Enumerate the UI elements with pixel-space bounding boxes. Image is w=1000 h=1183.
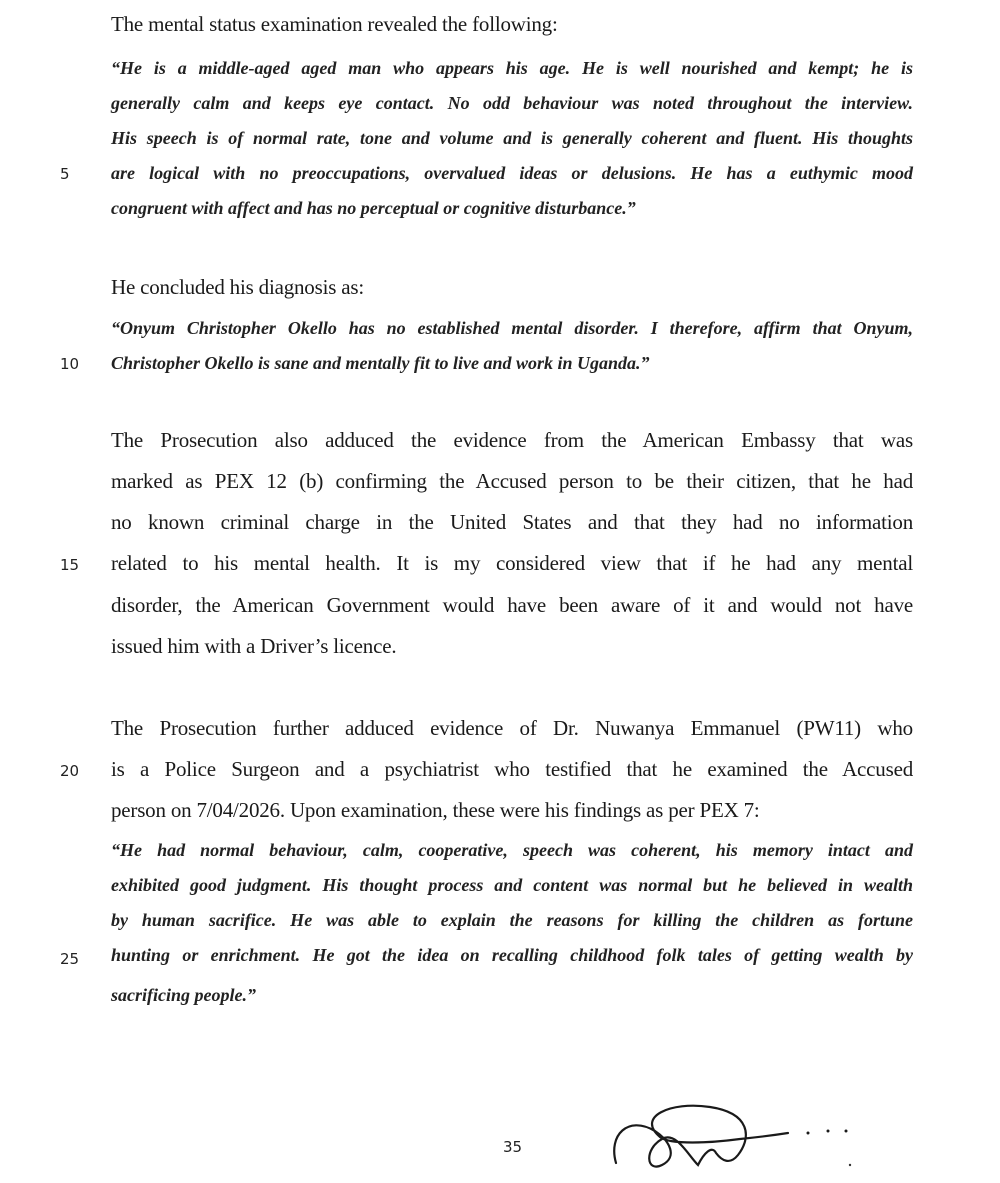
quote-line: Christopher Okello is sane and mentally fit to live and work in Uganda.” [111,353,650,373]
paragraph-line: no known criminal charge in the United States and that they had no information [111,510,913,534]
paragraph-line: marked as PEX 12 (b) confirming the Accused person to be their citizen, that he had [111,469,913,493]
paragraph-line: is a Police Surgeon and a psychiatrist who testified that he examined the Accused [111,757,913,781]
line-number: 10 [60,355,80,373]
quote-line: exhibited good judgment. His thought process and content was normal but he believed in wealth [111,875,913,895]
paragraph-line: related to his mental health. It is my considered view that if he had any mental [111,551,913,575]
quote-line: His speech is of normal rate, tone and volume and is generally coherent and fluent. His thoughts [111,128,913,148]
page-number: 35 [503,1138,523,1156]
paragraph-line: person on 7/04/2026. Upon examination, these were his findings as per PEX 7: [111,798,760,822]
quote-line: by human sacrifice. He was able to explain the reasons for killing the children as fortune [111,910,913,930]
quote-line: “Onyum Christopher Okello has no established mental disorder. I therefore, affirm that Onyum, [111,318,913,338]
quote-line: “He is a middle-aged aged man who appears his age. He is well nourished and kempt; he is [111,58,913,78]
quote-line: congruent with affect and has no perceptual or cognitive disturbance.” [111,198,636,218]
line-number: 15 [60,556,80,574]
signature-icon [600,1095,860,1180]
quote-line: sacrificing people.” [111,985,256,1005]
line-number: 20 [60,762,80,780]
line-number: 5 [60,165,70,183]
quote-line: hunting or enrichment. He got the idea on recalling childhood folk tales of getting wealth by [111,945,913,965]
quote-line: generally calm and keeps eye contact. No odd behaviour was noted throughout the interview. [111,93,913,113]
quote-line: “He had normal behaviour, calm, cooperative, speech was coherent, his memory intact and [111,840,913,860]
paragraph-line: disorder, the American Government would have been aware of it and would not have [111,593,913,617]
paragraph-intro: The mental status examination revealed the following: [111,12,558,36]
quote-line: are logical with no preoccupations, overvalued ideas or delusions. He has a euthymic mood [111,163,913,183]
paragraph-line: The Prosecution also adduced the evidence from the American Embassy that was [111,428,913,452]
line-number: 25 [60,950,80,968]
paragraph-line: issued him with a Driver’s licence. [111,634,397,658]
paragraph-line: The Prosecution further adduced evidence of Dr. Nuwanya Emmanuel (PW11) who [111,716,913,740]
paragraph-intro: He concluded his diagnosis as: [111,275,364,299]
